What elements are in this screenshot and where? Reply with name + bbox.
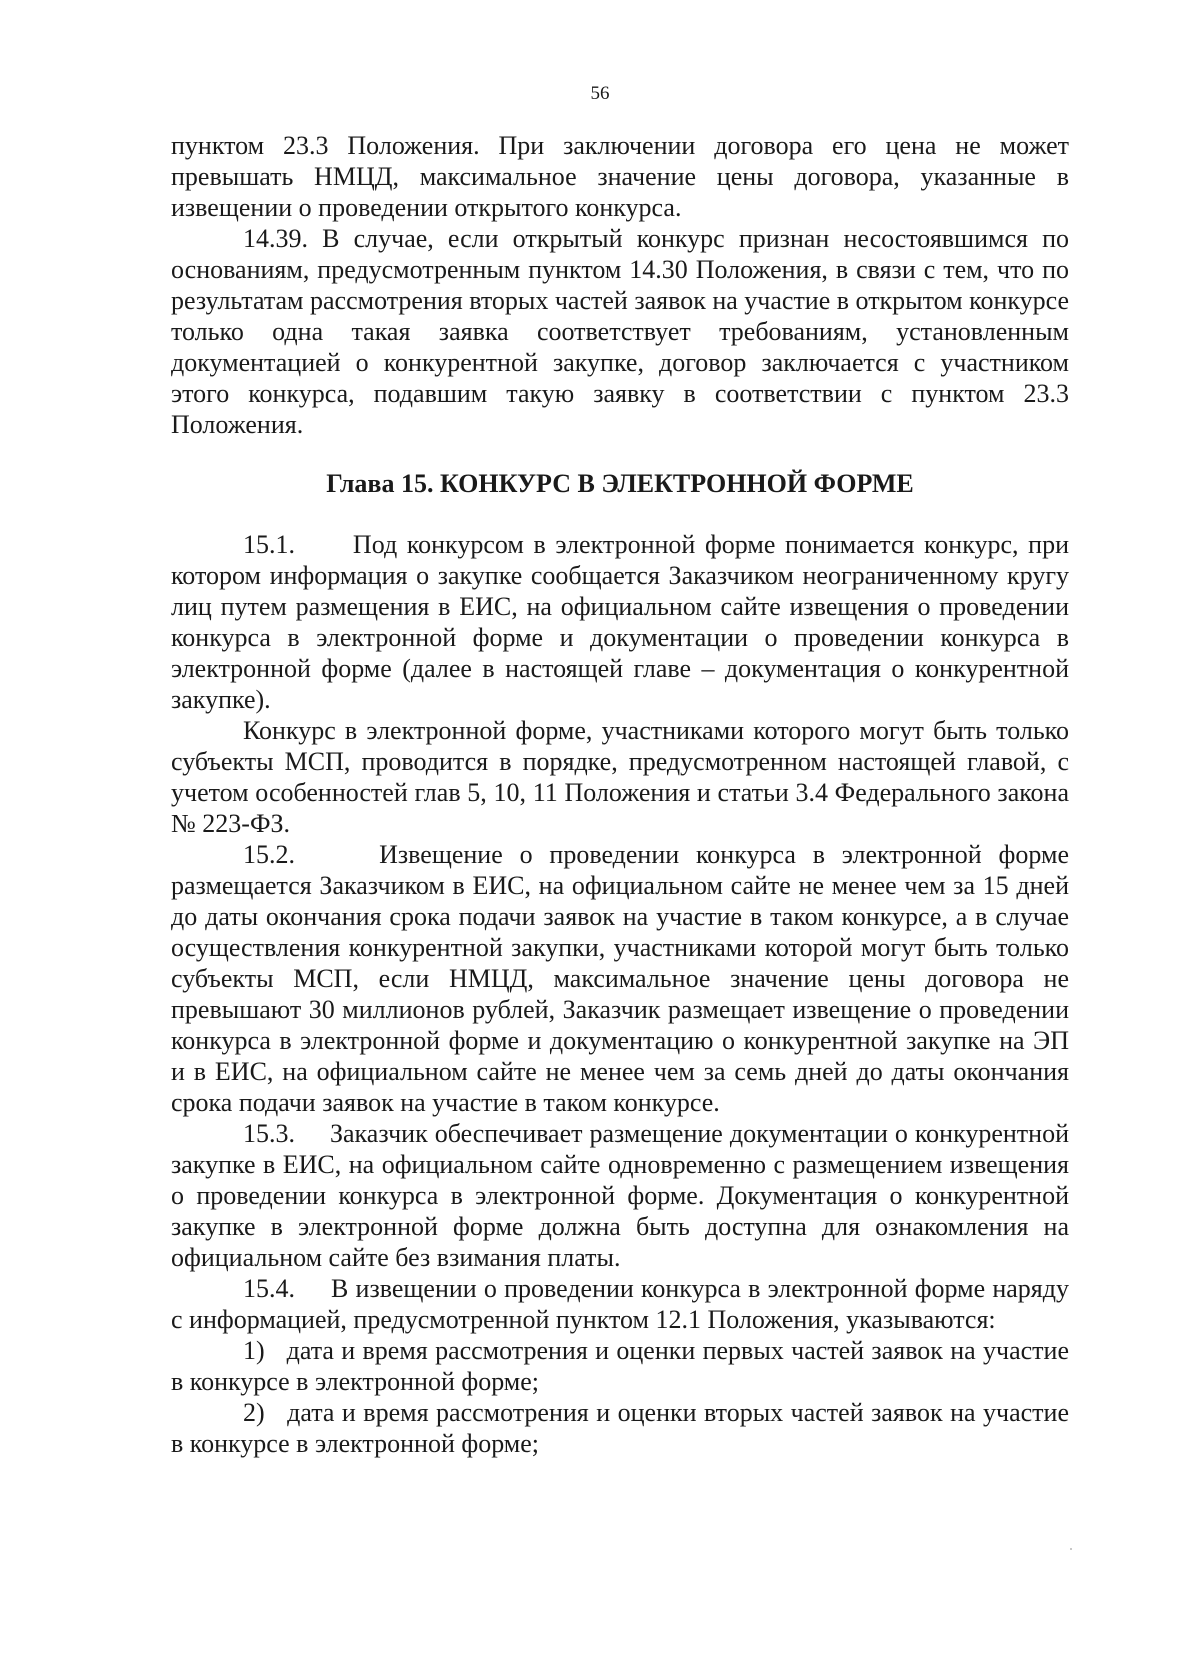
paragraph-15-3: 15.3. Заказчик обеспечивает размещение документации о конкурентной закупке в ЕИС, на официальном сайте одновременно с размещением извещения о проведении конкурса в электронной форме. Документация о конкурентной закупке в электронной форме должна быть доступна для ознакомления на официальном сайте без взимания платы. [171, 1119, 1076, 1272]
document-body [171, 130, 1076, 1459]
paragraph-15-2: 15.2. Извещение о проведении конкурса в электронной форме размещается Заказчиком в ЕИС, на официальном сайте не менее чем за 15 дней до даты окончания срока подачи заявок на участие в таком конкурсе, а в случае осуществления конкурентной закупки, участниками которой могут быть только субъекты МСП, если НМЦД, максимальное значение цены договора не превышают 30 миллионов рублей, Заказчик размещает извещение о проведении конкурса в электронной форме и документацию о конкурентной закупке на ЭП и в ЕИС, на официальном сайте не менее чем за семь дней до даты окончания срока подачи заявок на участие в таком конкурсе. [171, 840, 1076, 1117]
paragraph-continuation: пунктом 23.3 Положения. При заключении договора его цена не может превышать НМЦД, максимальное значение цены договора, указанные в извещении о проведении открытого конкурса. [171, 131, 1069, 222]
paragraph-15-4: 15.4. В извещении о проведении конкурса в электронной форме наряду с информацией, предусмотренной пунктом 12.1 Положения, указываются: [171, 1274, 1076, 1334]
paragraph-15-1-msp: Конкурс в электронной форме, участниками которого могут быть только субъекты МСП, проводится в порядке, предусмотренном настоящей главой, с учетом особенностей глав 5, 10, 11 Положения и статьи 3.4 Федерального закона № 223-ФЗ. [171, 716, 1069, 838]
chapter-title: Глава 15. КОНКУРС В ЭЛЕКТРОННОЙ ФОРМЕ [326, 469, 914, 498]
list-item-2: 2) дата и время рассмотрения и оценки вторых частей заявок на участие в конкурсе в электронной форме; [171, 1398, 1076, 1458]
scan-speck [1070, 1548, 1072, 1550]
paragraph-14-39: 14.39. В случае, если открытый конкурс признан несостоявшимся по основаниям, предусмотренным пунктом 14.30 Положения, в связи с тем, что по результатам рассмотрения вторых частей заявок на участие в открытом конкурсе только одна такая заявка соответствует требованиям, установленным документацией о конкурентной закупке, договор заключается с участником этого конкурса, подавшим такую заявку в соответствии с пунктом 23.3 Положения. [171, 224, 1070, 439]
page-number: 56 [590, 83, 610, 104]
list-item-1: 1) дата и время рассмотрения и оценки первых частей заявок на участие в конкурсе в электронной форме; [171, 1336, 1076, 1396]
paragraph-15-1: 15.1. Под конкурсом в электронной форме понимается конкурс, при котором информация о закупке сообщается Заказчиком неограниченному кругу лиц путем размещения в ЕИС, на официальном сайте извещения о проведении конкурса в электронной форме и документации о проведении конкурса в электронной форме (далее в настоящей главе – документация о конкурентной закупке). [171, 530, 1076, 714]
